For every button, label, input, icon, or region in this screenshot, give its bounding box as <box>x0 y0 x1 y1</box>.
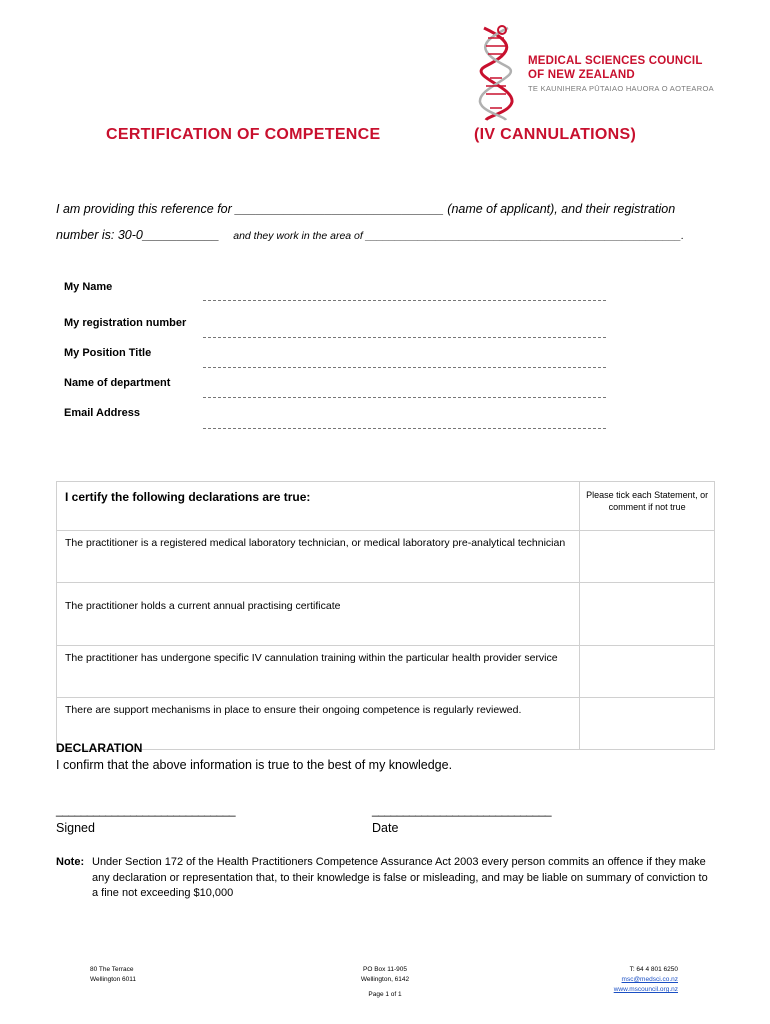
footer-po-box <box>340 965 430 985</box>
position-title-field[interactable] <box>203 367 606 368</box>
tick-cell-registered[interactable] <box>580 531 715 583</box>
footer-address-line1: 80 The Terrace <box>90 966 134 973</box>
email-label: Email Address <box>64 407 141 419</box>
note-text: Under Section 172 of the Health Practitioners Competence Assurance Act 2003 every person commits an offence if they make any declaration or representation that, to their knowledge is false or misleading, and may be liable on summary of conviction to a fine not exceeding $10,000 <box>92 856 708 899</box>
tick-cell-training[interactable] <box>580 646 715 698</box>
note-label: Note: <box>56 856 85 868</box>
statement-certificate: The practitioner holds a current annual practising certificate <box>57 583 580 646</box>
org-name-line2: OF NEW ZEALAND <box>528 69 635 81</box>
legal-note <box>56 855 721 902</box>
page-title-right: (IV CANNULATIONS) <box>474 126 637 143</box>
declaration-heading: DECLARATION <box>56 741 143 755</box>
position-title-label: My Position Title <box>64 347 152 359</box>
work-area-prompt: and they work in the area of ______________________________________________________. <box>233 230 684 242</box>
footer-street-address <box>90 965 136 985</box>
date-field[interactable]: _____________________________ <box>372 803 552 817</box>
table-header-row <box>57 482 715 531</box>
email-field[interactable] <box>203 428 606 429</box>
page-title-left: CERTIFICATION OF COMPETENCE <box>106 126 381 143</box>
org-maori-name: TE KAUNIHERA PŪTAIAO HAUORA O AOTEAROA <box>528 84 714 93</box>
table-row <box>57 646 715 698</box>
footer-phone: T: 64 4 801 6250 <box>629 966 678 973</box>
dna-helix-logo-icon <box>474 22 524 122</box>
intro-line-2 <box>56 228 684 242</box>
declaration-text: I confirm that the above information is true to the best of my knowledge. <box>56 758 453 772</box>
statement-registered: The practitioner is a registered medical laboratory technician, or medical laboratory pre-analytical technician <box>57 531 580 583</box>
date-label: Date <box>372 821 399 835</box>
my-name-field[interactable] <box>203 300 606 301</box>
page-number: Page 1 of 1 <box>368 991 402 998</box>
footer-email-link[interactable]: msc@medsci.co.nz <box>621 976 678 983</box>
signature-field[interactable]: _____________________________ <box>56 803 236 817</box>
tick-cell-support[interactable] <box>580 698 715 750</box>
table-row <box>57 698 715 750</box>
footer-po-line2: Wellington, 6142 <box>360 976 410 983</box>
tick-instruction: Please tick each Statement, or comment if not true <box>580 482 715 531</box>
table-header: I certify the following declarations are true: <box>57 482 580 531</box>
org-name-line1: MEDICAL SCIENCES COUNCIL <box>528 55 703 67</box>
statement-training: The practitioner has undergone specific IV cannulation training within the particular health provider service <box>57 646 580 698</box>
registration-number-label: My registration number <box>64 317 187 329</box>
table-row <box>57 531 715 583</box>
department-field[interactable] <box>203 397 606 398</box>
intro-line-1: I am providing this reference for ______________________________ (name of applicant), and their registration <box>56 202 676 216</box>
registration-number-field[interactable] <box>203 337 606 338</box>
footer-address-line2: Wellington 6011 <box>90 976 137 983</box>
footer-web-link[interactable]: www.mscouncil.org.nz <box>613 986 678 993</box>
my-name-label: My Name <box>64 281 113 293</box>
tick-cell-certificate[interactable] <box>580 583 715 646</box>
footer-po-line1: PO Box 11-905 <box>363 966 407 973</box>
statement-support: There are support mechanisms in place to ensure their ongoing competence is regularly reviewed. <box>57 698 580 750</box>
signed-label: Signed <box>56 821 95 835</box>
table-row <box>57 583 715 646</box>
declarations-table <box>56 481 715 750</box>
department-label: Name of department <box>64 377 171 389</box>
council-logo <box>474 22 724 122</box>
registration-number-prompt: number is: 30-0___________ <box>56 228 220 242</box>
